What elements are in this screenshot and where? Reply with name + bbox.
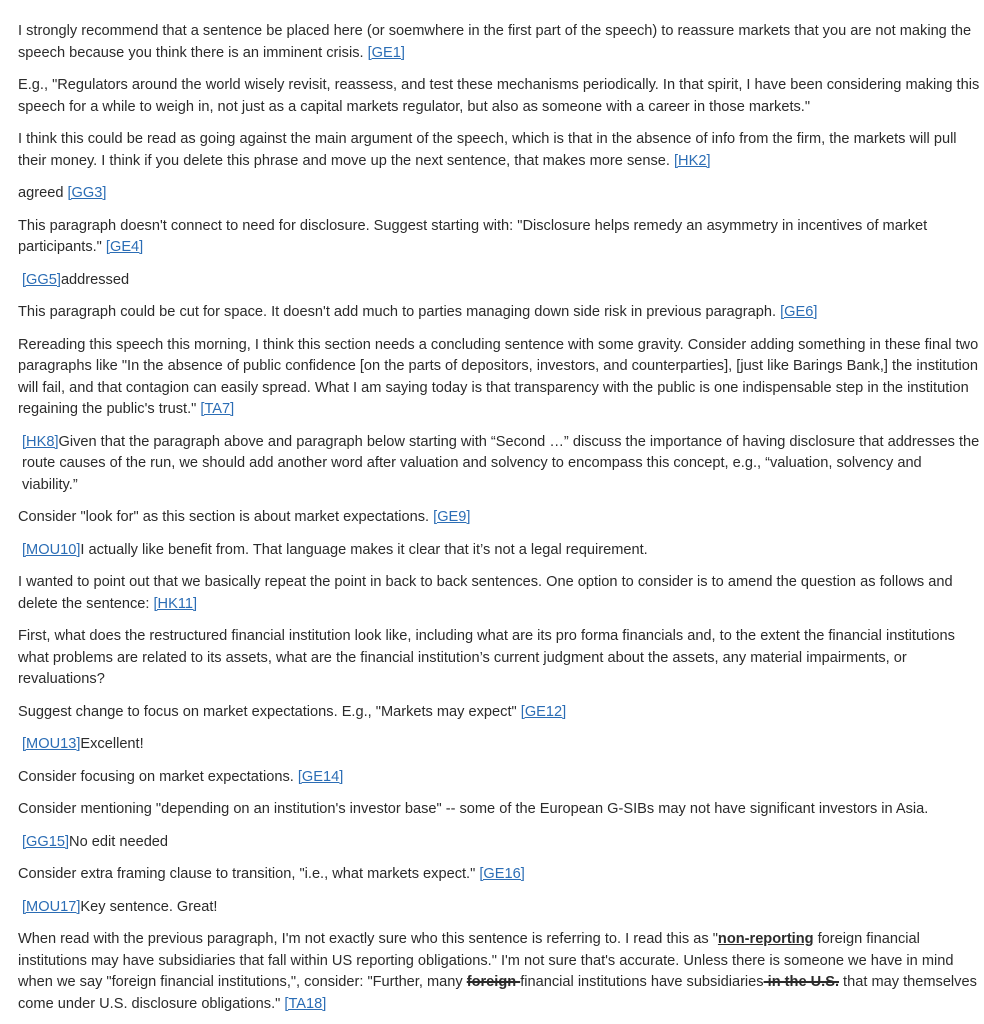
comment-paragraph — [18, 302, 980, 324]
comment-ref-link[interactable]: [GG15] — [22, 833, 70, 850]
comment-text: I actually like benefit from. That language makes it clear that it’s not a legal requirement. — [80, 541, 648, 558]
comment-ref-link[interactable]: [GE16] — [479, 866, 525, 882]
comment-paragraph — [18, 75, 980, 118]
comment-ref-link[interactable]: [GG5] — [22, 271, 61, 288]
comment-paragraph — [18, 734, 980, 756]
comment-ref-link[interactable]: [GE6] — [780, 304, 818, 320]
comment-text: I strongly recommend that a sentence be placed here (or soemwhere in the first part of the speech) to reassure markets that you are not making the speech because you think there is an imminent crisis. — [18, 23, 972, 61]
comment-paragraph — [18, 432, 980, 497]
comment-paragraph — [18, 626, 980, 691]
comment-paragraph — [18, 799, 980, 821]
comment-ref-link[interactable]: [HK2] — [674, 152, 711, 169]
comment-ref-link[interactable]: [GE12] — [520, 703, 567, 720]
comment-text: I wanted to point out that we basically repeat the point in back to back sentences. One option to consider is to amend the question as follows and delete the sentence: — [18, 574, 953, 612]
comment-ref-link[interactable]: [MOU17] — [22, 898, 81, 915]
comment-text: E.g., "Regulators around the world wisely revisit, reassess, and test these mechanisms periodically. In that spirit, I have been considering making this speech for a while to weigh in, not just as a capital markets regulator, but also as someone with a career in those markets." — [18, 77, 980, 115]
comment-text: that may themselves come under U.S. disclosure obligations." — [18, 974, 977, 1012]
comment-ref-link[interactable]: [TA7] — [200, 401, 235, 417]
comment-paragraph — [18, 864, 980, 886]
comment-text: No edit needed — [69, 833, 169, 850]
comment-paragraph — [18, 572, 980, 615]
comment-ref-link[interactable]: [HK8] — [22, 433, 59, 450]
comment-paragraph — [18, 335, 980, 421]
comment-paragraph — [18, 270, 980, 292]
comment-text: I think this could be read as going against the main argument of the speech, which is that in the absence of info from the firm, the markets will pull their money. I think if you delete this phrase and move up the next sentence, that makes more sense. — [18, 131, 957, 169]
comment-paragraph-last — [18, 929, 980, 1015]
comment-ref-link[interactable]: [GE4] — [105, 239, 144, 255]
comment-text: Consider extra framing clause to transition, "i.e., what markets expect." — [18, 866, 480, 882]
comment-paragraph — [18, 129, 980, 172]
comment-ref-link[interactable]: [GG3] — [67, 185, 107, 201]
comment-ref-link[interactable]: [GE1] — [367, 44, 405, 61]
comment-text: Rereading this speech this morning, I think this section needs a concluding sentence with some gravity. Consider adding something in these final two paragraphs like "In the absence of public confidence [on the parts of depositors, investors, and counterparties], [just like Barings Bank,] the institution will fail, and that contagion can easily spread. What I am saying today is that transparency with the public is one indispensable step in the institution regaining the public's trust." — [18, 336, 979, 417]
underlined-insertion: non-reporting — [717, 931, 814, 947]
comment-text: foreign financial institutions may have subsidiaries that fall within US reporting obligations." I'm not sure that's accurate. Unless there is someone we have in mind when we say "foreign financial institutions,", consider: "Further, many — [18, 931, 954, 990]
comment-paragraph — [18, 540, 980, 562]
comment-text: Consider mentioning "depending on an institution's investor base" -- some of the European G-SIBs may not have significant investors in Asia. — [18, 801, 929, 817]
comment-paragraph — [18, 767, 980, 789]
comment-ref-link[interactable]: [MOU13] — [22, 736, 81, 752]
comment-paragraph — [18, 832, 980, 854]
comment-paragraph — [18, 897, 980, 919]
comment-text: Consider "look for" as this section is about market expectations. — [18, 509, 434, 525]
comment-text: When read with the previous paragraph, I'm not exactly sure who this sentence is referring to. I read this as " — [18, 931, 718, 947]
comment-ref-link[interactable]: [HK11] — [153, 595, 198, 612]
struck-deletion: in the U.S. — [763, 974, 839, 990]
comment-paragraph — [18, 21, 980, 64]
comment-text: agreed — [18, 185, 68, 201]
comment-text: This paragraph could be cut for space. It doesn't add much to parties managing down side risk in previous paragraph. — [18, 304, 781, 320]
comment-text: Excellent! — [80, 736, 144, 752]
comment-text: addressed — [60, 271, 130, 288]
comment-text: financial institutions have subsidiaries — [520, 974, 764, 990]
struck-deletion: foreign — [466, 974, 521, 990]
comment-text: First, what does the restructured financial institution look like, including what are its pro forma financials and, to the extent the financial institutions what problems are related to its assets, what are the financial institution’s current judgment about the assets, any material impairments, or revaluations? — [18, 628, 955, 687]
comment-text: Suggest change to focus on market expectations. E.g., "Markets may expect" — [18, 703, 521, 720]
comment-text: Key sentence. Great! — [80, 898, 218, 915]
comment-paragraph — [18, 216, 980, 259]
comment-ref-link[interactable]: [TA18] — [284, 995, 327, 1012]
comment-text: Given that the paragraph above and paragraph below starting with “Second …” discuss the importance of having disclosure that addresses the route causes of the run, we should add another word after valuation and solvency to encompass this concept, e.g., “valuation, solvency and viability.” — [22, 433, 980, 493]
comment-ref-link[interactable]: [MOU10] — [22, 541, 81, 558]
comment-paragraph — [18, 507, 980, 529]
comment-ref-link[interactable]: [GE9] — [433, 509, 471, 525]
comment-text: This paragraph doesn't connect to need for disclosure. Suggest starting with: "Disclosure helps remedy an asymmetry in incentives of market participants." — [18, 217, 928, 255]
comment-ref-link[interactable]: [GE14] — [297, 768, 344, 785]
comment-text: Consider focusing on market expectations. — [18, 768, 298, 785]
comment-paragraph — [18, 183, 980, 205]
comment-paragraph — [18, 702, 980, 724]
